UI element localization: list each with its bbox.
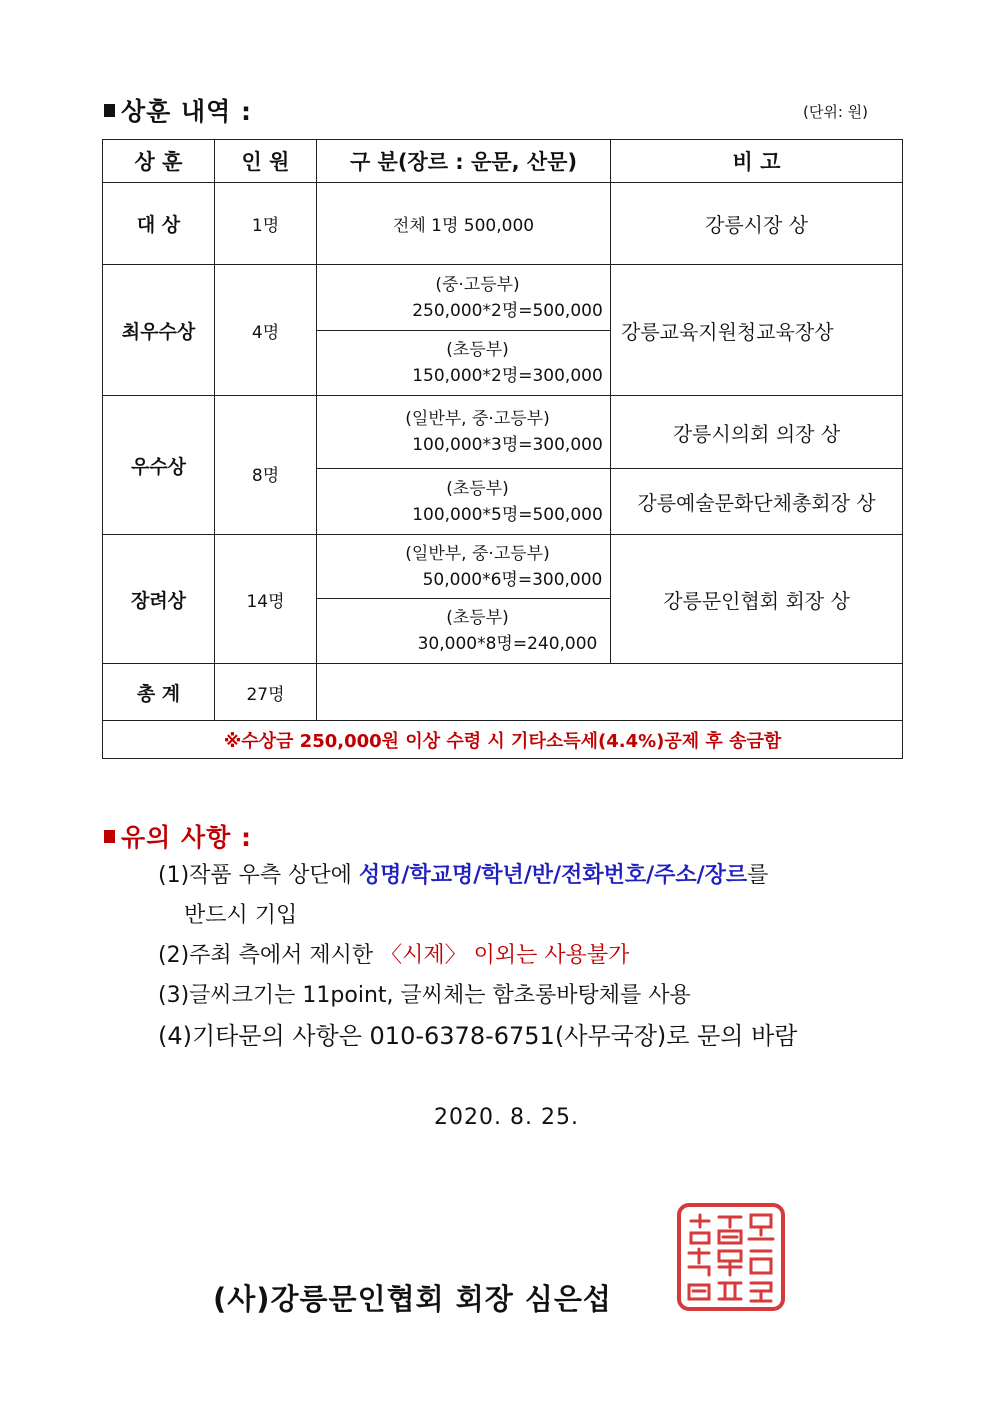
award-name: 우수상: [103, 396, 215, 535]
group-label: (초등부): [446, 340, 509, 360]
award-name: 대 상: [103, 183, 215, 265]
award-count: 1명: [215, 183, 317, 265]
caution-item-2: (2)주최 측에서 제시한 〈시제〉 이외는 사용불가: [158, 943, 630, 968]
header-category: 구 분(장르 : 운문, 산문): [317, 140, 611, 183]
award-count: 8명: [215, 396, 317, 535]
group-label: (초등부): [446, 478, 509, 499]
table-row-excellence: [103, 396, 903, 469]
group-label: (일반부, 중·고등부): [405, 543, 550, 564]
award-detail-elementary: [317, 331, 611, 396]
awards-table: [102, 139, 903, 759]
table-row-total: [103, 664, 903, 721]
award-detail: 전체 1명 500,000: [317, 183, 611, 265]
prize-calc: 150,000*2명=300,000: [412, 366, 603, 386]
square-bullet-icon: [104, 830, 115, 843]
award-count: 4명: [215, 265, 317, 396]
award-note: 강릉문인협회 회장 상: [611, 535, 903, 664]
red-official-seal-icon: [675, 1201, 787, 1313]
signature-line: (사)강릉문인협회 회장 심은섭: [213, 1282, 612, 1316]
caution-item-4: (4)기타문의 사항은 010-6378-6751(사무국장)로 문의 바람: [158, 1022, 798, 1050]
total-count: 27명: [215, 664, 317, 721]
required-fields: 성명/학교명/학년/반/전화번호/주소/장르: [358, 863, 748, 888]
unit-label: (단위: 원): [803, 103, 868, 121]
awards-heading: 상훈 내역 :: [104, 92, 252, 128]
prize-calc: 30,000*8명=240,000: [417, 634, 598, 654]
table-row-grand: [103, 183, 903, 265]
award-note: 강릉시장 상: [611, 183, 903, 265]
award-note: 강릉예술문화단체총회장 상: [611, 469, 903, 535]
award-note: 강릉시의회 의장 상: [611, 396, 903, 469]
table-row-encouragement: [103, 535, 903, 599]
award-detail-secondary: [317, 265, 611, 331]
group-label: (중·고등부): [435, 274, 520, 295]
award-name: 최우수상: [103, 265, 215, 396]
award-note: 강릉교육지원청교육장상: [611, 265, 903, 396]
table-header-row: [103, 140, 903, 183]
caution-item-3: (3)글씨크기는 11point, 글씨체는 함초롱바탕체를 사용: [158, 983, 691, 1008]
group-label: (초등부): [446, 608, 509, 628]
caution-item-1-line2: 반드시 기입: [184, 903, 298, 928]
total-label: 총 계: [103, 664, 215, 721]
total-empty-cell: [317, 664, 903, 721]
prize-calc: 100,000*5명=500,000: [412, 504, 603, 525]
cautions-list: [158, 856, 797, 1056]
tax-notice: ※수상금 250,000원 이상 수령 시 기타소득세(4.4%)공제 후 송금함: [103, 721, 903, 759]
header-award: 상 훈: [103, 140, 215, 183]
award-detail-elementary: [317, 599, 611, 664]
award-detail-elementary: [317, 469, 611, 535]
award-detail-general: [317, 535, 611, 599]
cautions-heading: 유의 사항 :: [104, 818, 252, 854]
table-row-top-excellence: [103, 265, 903, 331]
header-note: 비 고: [611, 140, 903, 183]
square-bullet-icon: [104, 104, 115, 117]
award-detail-general: [317, 396, 611, 469]
document-date: 2020. 8. 25.: [434, 1105, 579, 1130]
award-count: 14명: [215, 535, 317, 664]
group-label: (일반부, 중·고등부): [405, 409, 550, 429]
caution-item-1: (1)작품 우측 상단에 성명/학교명/학년/반/전화번호/주소/장르를: [158, 863, 769, 888]
header-count: 인 원: [215, 140, 317, 183]
prize-calc: 100,000*3명=300,000: [412, 435, 603, 455]
prize-calc: 50,000*6명=300,000: [422, 569, 603, 590]
award-name: 장려상: [103, 535, 215, 664]
topic-restriction: 〈시제〉 이외는 사용불가: [380, 943, 630, 968]
prize-calc: 250,000*2명=500,000: [412, 300, 603, 321]
table-row-tax: [103, 721, 903, 759]
